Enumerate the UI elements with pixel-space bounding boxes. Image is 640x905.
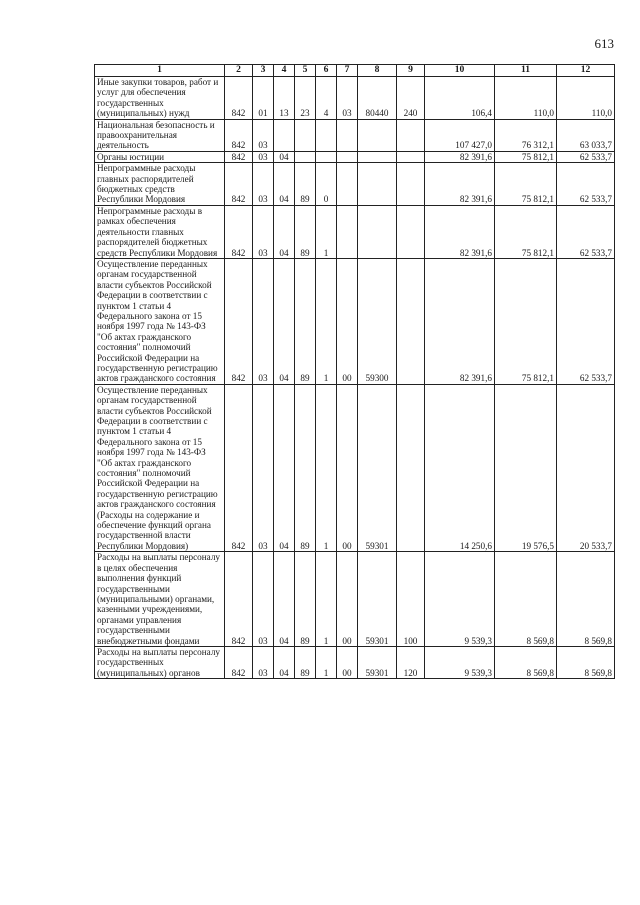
header-col-12: 12: [557, 65, 615, 77]
amount-year2-cell: 8 569,8: [495, 646, 557, 678]
section-cell: 03: [253, 163, 274, 206]
group-cell: 00: [337, 384, 358, 552]
table-row: [95, 258, 615, 384]
amount-year3-cell: 8 569,8: [557, 552, 615, 647]
expense-type-cell: 240: [397, 77, 425, 120]
header-col-8: 8: [358, 65, 397, 77]
program-cell: 23: [295, 77, 316, 120]
expense-type-cell: [397, 119, 425, 151]
amount-year2-cell: 75 812,1: [495, 163, 557, 206]
code-cell: 842: [225, 163, 253, 206]
amount-year1-cell: 82 391,6: [425, 258, 495, 384]
table-body: [95, 77, 615, 679]
code-cell: 842: [225, 552, 253, 647]
description-cell: Органы юстиции: [95, 151, 225, 162]
section-cell: 01: [253, 77, 274, 120]
direction-cell: 59301: [358, 552, 397, 647]
direction-cell: 59300: [358, 258, 397, 384]
code-cell: 842: [225, 77, 253, 120]
expense-type-cell: [397, 205, 425, 258]
amount-year1-cell: 82 391,6: [425, 163, 495, 206]
code-cell: 842: [225, 384, 253, 552]
direction-cell: [358, 205, 397, 258]
program-cell: 89: [295, 384, 316, 552]
description-cell: Осуществление переданных органам государственной власти субъектов Российской Федерации в соответствии с пунктом 1 статьи 4 Федерального закона от 15 ноября 1997 года № 143-ФЗ "Об актах гражданского состояния" полномочий Российской Федерации на государственную регистрацию актов гражданского состояния: [95, 258, 225, 384]
amount-year2-cell: 19 576,5: [495, 384, 557, 552]
subprogram-cell: 1: [316, 646, 337, 678]
amount-year2-cell: 8 569,8: [495, 552, 557, 647]
header-col-10: 10: [425, 65, 495, 77]
amount-year3-cell: 62 533,7: [557, 163, 615, 206]
amount-year3-cell: 63 033,7: [557, 119, 615, 151]
amount-year1-cell: 9 539,3: [425, 646, 495, 678]
section-cell: 03: [253, 258, 274, 384]
section-cell: 03: [253, 119, 274, 151]
subprogram-cell: 1: [316, 552, 337, 647]
group-cell: 00: [337, 646, 358, 678]
amount-year1-cell: 9 539,3: [425, 552, 495, 647]
description-cell: Непрограммные расходы в рамках обеспечения деятельности главных распорядителей бюджетных средств Республики Мордовия: [95, 205, 225, 258]
group-cell: 00: [337, 552, 358, 647]
subsection-cell: 04: [274, 552, 295, 647]
section-cell: 03: [253, 151, 274, 162]
description-cell: Непрограммные расходы главных распорядителей бюджетных средств Республики Мордовия: [95, 163, 225, 206]
amount-year3-cell: 8 569,8: [557, 646, 615, 678]
table-row: [95, 77, 615, 120]
program-cell: 89: [295, 258, 316, 384]
code-cell: 842: [225, 151, 253, 162]
section-cell: 03: [253, 384, 274, 552]
code-cell: 842: [225, 646, 253, 678]
program-cell: 89: [295, 205, 316, 258]
table-row: [95, 552, 615, 647]
expense-type-cell: 120: [397, 646, 425, 678]
page-number: 613: [594, 36, 614, 51]
table-row: [95, 119, 615, 151]
amount-year2-cell: 110,0: [495, 77, 557, 120]
description-cell: Расходы на выплаты персоналу государственных (муниципальных) органов: [95, 646, 225, 678]
direction-cell: [358, 119, 397, 151]
program-cell: [295, 151, 316, 162]
amount-year3-cell: 110,0: [557, 77, 615, 120]
amount-year1-cell: 82 391,6: [425, 151, 495, 162]
section-cell: 03: [253, 552, 274, 647]
table-row: [95, 646, 615, 678]
subsection-cell: 04: [274, 205, 295, 258]
header-col-4: 4: [274, 65, 295, 77]
amount-year1-cell: 82 391,6: [425, 205, 495, 258]
subsection-cell: [274, 119, 295, 151]
subprogram-cell: 0: [316, 163, 337, 206]
group-cell: 03: [337, 77, 358, 120]
amount-year3-cell: 62 533,7: [557, 205, 615, 258]
subsection-cell: 04: [274, 163, 295, 206]
code-cell: 842: [225, 119, 253, 151]
subsection-cell: 04: [274, 151, 295, 162]
expense-type-cell: 100: [397, 552, 425, 647]
program-cell: 89: [295, 163, 316, 206]
direction-cell: 80440: [358, 77, 397, 120]
subprogram-cell: [316, 151, 337, 162]
subsection-cell: 04: [274, 384, 295, 552]
header-row: [95, 65, 615, 77]
header-col-1: 1: [95, 65, 225, 77]
subprogram-cell: 1: [316, 384, 337, 552]
amount-year3-cell: 62 533,7: [557, 258, 615, 384]
section-cell: 03: [253, 205, 274, 258]
direction-cell: [358, 151, 397, 162]
header-col-5: 5: [295, 65, 316, 77]
subprogram-cell: 4: [316, 77, 337, 120]
table-row: [95, 151, 615, 162]
group-cell: 00: [337, 258, 358, 384]
program-cell: 89: [295, 552, 316, 647]
amount-year1-cell: 107 427,0: [425, 119, 495, 151]
amount-year3-cell: 20 533,7: [557, 384, 615, 552]
amount-year1-cell: 14 250,6: [425, 384, 495, 552]
header-col-7: 7: [337, 65, 358, 77]
group-cell: [337, 163, 358, 206]
expense-type-cell: [397, 151, 425, 162]
amount-year2-cell: 75 812,1: [495, 258, 557, 384]
expense-type-cell: [397, 163, 425, 206]
header-col-11: 11: [495, 65, 557, 77]
program-cell: [295, 119, 316, 151]
subprogram-cell: [316, 119, 337, 151]
group-cell: [337, 205, 358, 258]
amount-year3-cell: 62 533,7: [557, 151, 615, 162]
header-col-2: 2: [225, 65, 253, 77]
code-cell: 842: [225, 205, 253, 258]
group-cell: [337, 151, 358, 162]
header-col-3: 3: [253, 65, 274, 77]
subsection-cell: 04: [274, 646, 295, 678]
description-cell: Иные закупки товаров, работ и услуг для обеспечения государственных (муниципальных) нужд: [95, 77, 225, 120]
expense-type-cell: [397, 258, 425, 384]
direction-cell: [358, 163, 397, 206]
direction-cell: 59301: [358, 646, 397, 678]
code-cell: 842: [225, 258, 253, 384]
header-col-9: 9: [397, 65, 425, 77]
table-row: [95, 163, 615, 206]
subprogram-cell: 1: [316, 205, 337, 258]
description-cell: Осуществление переданных органам государственной власти субъектов Российской Федерации в соответствии с пунктом 1 статьи 4 Федерального закона от 15 ноября 1997 года № 143-ФЗ "Об актах гражданского состояния" полномочий Российской Федерации на государственную регистрацию актов гражданского состояния (Расходы на содержание и обеспечение функций органа государственной власти Республики Мордовия): [95, 384, 225, 552]
subprogram-cell: 1: [316, 258, 337, 384]
description-cell: Национальная безопасность и правоохранительная деятельность: [95, 119, 225, 151]
amount-year1-cell: 106,4: [425, 77, 495, 120]
subsection-cell: 04: [274, 258, 295, 384]
header-col-6: 6: [316, 65, 337, 77]
expense-type-cell: [397, 384, 425, 552]
budget-table: [94, 64, 615, 679]
direction-cell: 59301: [358, 384, 397, 552]
amount-year2-cell: 75 812,1: [495, 205, 557, 258]
program-cell: 89: [295, 646, 316, 678]
amount-year2-cell: 75 812,1: [495, 151, 557, 162]
description-cell: Расходы на выплаты персоналу в целях обеспечения выполнения функций государственными (муниципальными) органами, казенными учреждениями, органами управления государственными внебюджетными фондами: [95, 552, 225, 647]
amount-year2-cell: 76 312,1: [495, 119, 557, 151]
table-row: [95, 384, 615, 552]
group-cell: [337, 119, 358, 151]
table-row: [95, 205, 615, 258]
section-cell: 03: [253, 646, 274, 678]
subsection-cell: 13: [274, 77, 295, 120]
